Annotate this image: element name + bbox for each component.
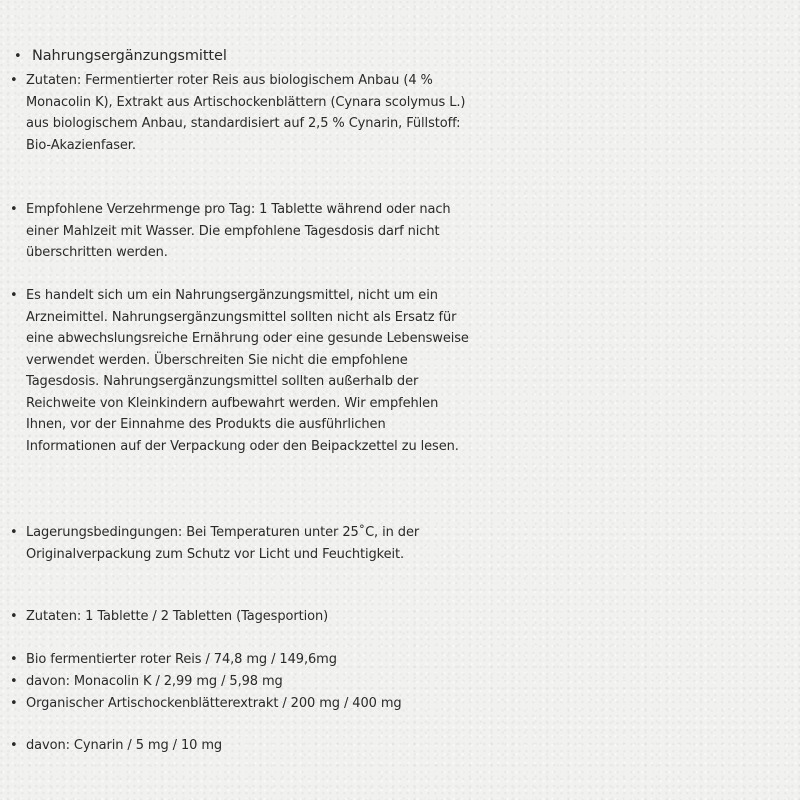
item-text: davon: Cynarin / 5 mg / 10 mg — [26, 738, 223, 753]
bullet-icon: • — [10, 738, 18, 753]
bullet-icon: • — [10, 674, 18, 689]
bullet-icon: • — [10, 609, 18, 624]
bullet-icon: • — [10, 652, 18, 667]
bullet-icon: • — [10, 696, 18, 711]
item-text: davon: Monacolin K / 2,99 mg / 5,98 mg — [26, 674, 283, 689]
item-text: Es handelt sich um ein Nahrungsergänzungsmittel, nicht um ein Arzneimittel. Nahrungsergänzungsmittel sollten nicht als Ersatz für eine abwechslungsreiche Ernährung oder eine gesunde Lebensweise verwendet werden. Überschreiten Sie nicht die empfohlene Tagesdosis. Nahrungsergänzungsmittel sollten außerhalb der Reichweite von Kleinkindern aufbewahrt werden. Wir empfehlen Ihnen, vor der Einnahme des Produkts die ausführlichen Informationen auf der Verpackung oder den Beipackzettel zu lesen. — [26, 288, 469, 454]
item-text: Organischer Artischockenblätterextrakt / 200 mg / 400 mg — [26, 696, 402, 711]
ingredients-item — [10, 70, 470, 156]
nutrient-row-monacolin — [10, 671, 470, 693]
storage-item — [10, 522, 470, 565]
warning-item — [10, 285, 470, 457]
nutrient-row-artichoke — [10, 693, 470, 715]
nutrient-row-red-rice — [10, 649, 470, 671]
item-text: Zutaten: 1 Tablette / 2 Tabletten (Tagesportion) — [26, 609, 329, 624]
bullet-icon: • — [10, 525, 18, 540]
dosage-item — [10, 199, 470, 264]
nutrient-row-cynarin — [10, 735, 470, 757]
bullet-icon: • — [10, 202, 18, 217]
item-text: Empfohlene Verzehrmenge pro Tag: 1 Tablette während oder nach einer Mahlzeit mit Wasser. Die empfohlene Tagesdosis darf nicht überschritten werden. — [26, 202, 451, 260]
bullet-icon: • — [10, 288, 18, 303]
product-type-heading — [10, 46, 470, 68]
item-text: Nahrungsergänzungsmittel — [32, 48, 227, 64]
item-text: Zutaten: Fermentierter roter Reis aus biologischem Anbau (4 % Monacolin K), Extrakt aus Artischockenblättern (Cynara scolymus L.) aus biologischem Anbau, standardisiert auf 2,5 % Cynarin, Füllstoff: Bio-Akazienfaser. — [26, 73, 466, 153]
portion-header-item — [10, 606, 470, 628]
bullet-icon: • — [14, 49, 22, 64]
item-text: Bio fermentierter roter Reis / 74,8 mg / 149,6mg — [26, 652, 337, 667]
bullet-icon: • — [10, 73, 18, 88]
item-text: Lagerungsbedingungen: Bei Temperaturen unter 25˚C, in der Originalverpackung zum Schutz vor Licht und Feuchtigkeit. — [26, 525, 420, 562]
